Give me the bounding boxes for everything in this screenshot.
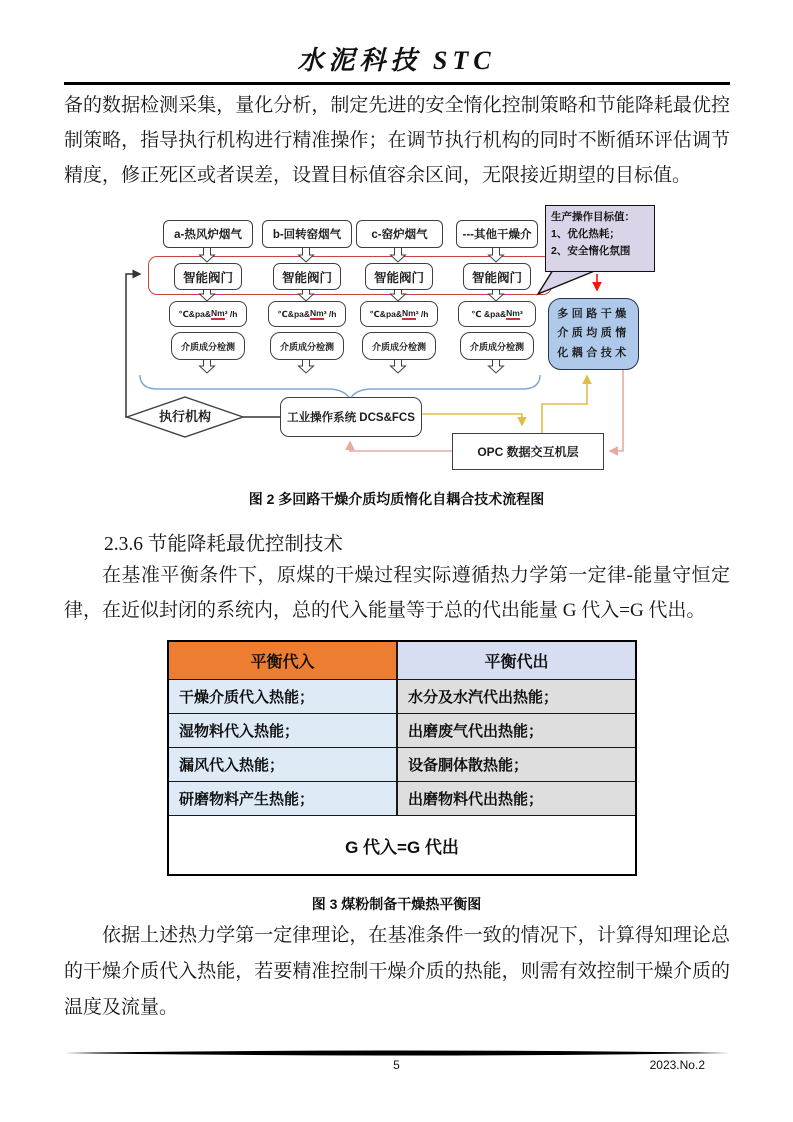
table-cell: 出磨物料代出热能； <box>398 781 635 815</box>
table-cell: 漏风代入热能； <box>169 747 398 781</box>
figure2-flowchart <box>110 200 665 475</box>
table-header-out: 平衡代出 <box>398 642 635 679</box>
callout-line-3: 2、安全惰化氛围 <box>551 245 631 257</box>
table-cell: 干燥介质代入热能； <box>169 679 398 713</box>
table-footer-equation: G 代入=G 代出 <box>169 815 635 874</box>
section-heading: 2.3.6 节能降耗最优控制技术 <box>104 534 343 555</box>
body-paragraph-2: 在基准平衡条件下，原煤的干燥过程实际遵循热力学第一定律-能量守恒定律，在近似封闭的系统内，总的代入能量等于总的代出能量 G 代入=G 代出。 <box>64 565 730 621</box>
valve-box-3: 智能阀门 <box>365 263 433 290</box>
callout-tail-icon <box>538 270 597 294</box>
body-paragraph-3: 依据上述热力学第一定律理论，在基准条件一致的情况下，计算得知理论总的干燥介质代入热能，若要精准控制干燥介质的热能，则需有效控制干燥介质的温度及流量。 <box>64 925 730 1018</box>
brace-icon <box>140 375 540 399</box>
valve-box-2: 智能阀门 <box>273 263 341 290</box>
source-box-4: ---其他干燥介 <box>456 220 538 248</box>
header-rule <box>64 82 730 85</box>
footer-rule <box>64 1049 730 1057</box>
actuator-label: 执行机构 <box>158 409 211 424</box>
figure3-caption: 图 3 煤粉制备干燥热平衡图 <box>311 896 482 912</box>
body-paragraph-1: 备的数据检测采集，量化分析，制定先进的安全惰化控制策略和节能降耗最优控制策略，指导执行机构进行精准操作；在调节执行机构的同时不断循环评估调节精度，修正死区或者误差，设置目标值容余区间，无限接近期望的目标值。 <box>64 95 730 186</box>
sensor-box-3: ℃&pa& Nm ³ /h <box>360 301 438 327</box>
sensor-box-4: ℃ &pa& Nm ³ <box>458 301 536 327</box>
table-cell: 设备胴体散热能； <box>398 747 635 781</box>
opc-box: OPC 数据交互机层 <box>452 433 604 470</box>
valve-box-4: 智能阀门 <box>463 263 531 290</box>
balance-table <box>167 640 637 876</box>
sensor-box-1: ℃&pa& Nm ³ /h <box>169 301 247 327</box>
table-cell: 湿物料代入热能； <box>169 713 398 747</box>
source-box-3: c-窑炉烟气 <box>356 220 443 248</box>
source-box-2: b-回转窑烟气 <box>262 220 352 248</box>
table-cell: 出磨废气代出热能； <box>398 713 635 747</box>
callout-line-1: 生产操作目标值： <box>551 211 635 223</box>
table-header-in: 平衡代入 <box>169 642 398 679</box>
dcs-box: 工业操作系统 DCS&FCS <box>280 397 422 437</box>
analysis-box-4: 介质成分检测 <box>460 332 534 360</box>
issue-label: 2023.No.2 <box>649 1058 705 1072</box>
valve-box-1: 智能阀门 <box>174 263 242 290</box>
analysis-box-1: 介质成分检测 <box>171 332 245 360</box>
analysis-box-3: 介质成分检测 <box>362 332 436 360</box>
table-cell: 研磨物料产生热能； <box>169 781 398 815</box>
figure2-caption: 图 2 多回路干燥介质均质惰化自耦合技术流程图 <box>248 491 545 507</box>
sensor-box-2: ℃&pa& Nm ³ /h <box>268 301 346 327</box>
page-number: 5 <box>393 1058 400 1072</box>
callout-box <box>545 205 655 272</box>
tech-box: 多回路干燥 介质均质惰 化耦合技术 <box>548 298 639 370</box>
source-box-1: a-热风炉烟气 <box>163 220 253 248</box>
analysis-box-2: 介质成分检测 <box>270 332 344 360</box>
table-cell: 水分及水汽代出热能； <box>398 679 635 713</box>
page-title: 水泥科技 STC <box>297 46 496 75</box>
callout-line-2: 1、优化热耗； <box>551 228 620 240</box>
